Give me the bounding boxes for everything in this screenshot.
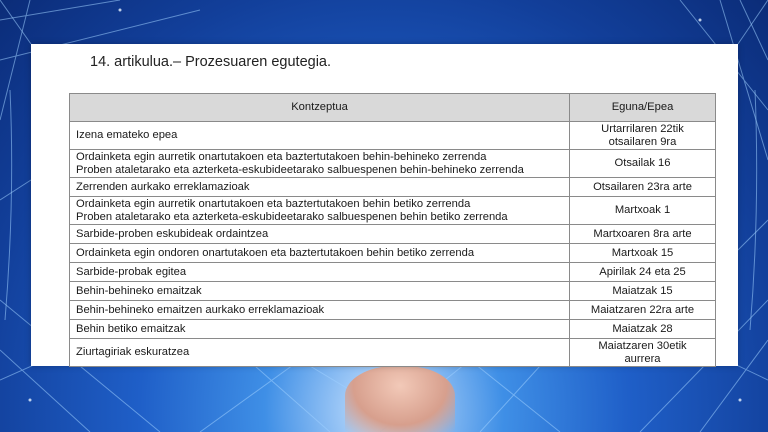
table-row [70,301,716,320]
table-row [70,178,716,197]
date-cell: Martxoaren 8ra arte [570,225,716,244]
date-cell: Apirilak 24 eta 25 [570,263,716,282]
table-row [70,122,716,150]
concept-cell: Zerrenden aurkako erreklamazioak [70,178,570,197]
concept-cell: Izena emateko epea [70,122,570,150]
table-row [70,282,716,301]
calendar-table [69,93,716,367]
article-heading: 14. artikulua.– Prozesuaren egutegia. [90,54,332,70]
header-date: Eguna/Epea [570,94,716,122]
date-cell: Maiatzak 15 [570,282,716,301]
date-cell: Otsailak 16 [570,150,716,178]
table-row [70,197,716,225]
table-row [70,225,716,244]
date-cell: Otsailaren 23ra arte [570,178,716,197]
date-cell: Martxoak 15 [570,244,716,263]
table-row [70,150,716,178]
concept-cell: Ordainketa egin aurretik onartutakoen eta baztertutakoen behin-behineko zerrenda Proben ataletarako eta azterketa-eskubideetarako salbuespenen behin-behineko zerrenda [70,150,570,178]
concept-cell: Behin betiko emaitzak [70,320,570,339]
concept-cell: Ordainketa egin ondoren onartutakoen eta baztertutakoen behin betiko zerrenda [70,244,570,263]
document-page [31,44,738,366]
concept-cell: Sarbide-probak egitea [70,263,570,282]
date-cell: Urtarrilaren 22tik otsailaren 9ra [570,122,716,150]
table-header-row [70,94,716,122]
header-concept: Kontzeptua [70,94,570,122]
table-row [70,320,716,339]
concept-cell: Behin-behineko emaitzak [70,282,570,301]
concept-cell: Ordainketa egin aurretik onartutakoen eta baztertutakoen behin betiko zerrenda Proben ataletarako eta azterketa-eskubideetarako salbuespenen behin betiko zerrenda [70,197,570,225]
concept-cell: Sarbide-proben eskubideak ordaintzea [70,225,570,244]
hand-image [345,366,455,432]
table-row [70,263,716,282]
date-cell: Maiatzaren 30etik aurrera [570,339,716,367]
table-row [70,244,716,263]
date-cell: Maiatzaren 22ra arte [570,301,716,320]
date-cell: Martxoak 1 [570,197,716,225]
concept-cell: Behin-behineko emaitzen aurkako erreklamazioak [70,301,570,320]
table-row [70,339,716,367]
date-cell: Maiatzak 28 [570,320,716,339]
concept-cell: Ziurtagiriak eskuratzea [70,339,570,367]
